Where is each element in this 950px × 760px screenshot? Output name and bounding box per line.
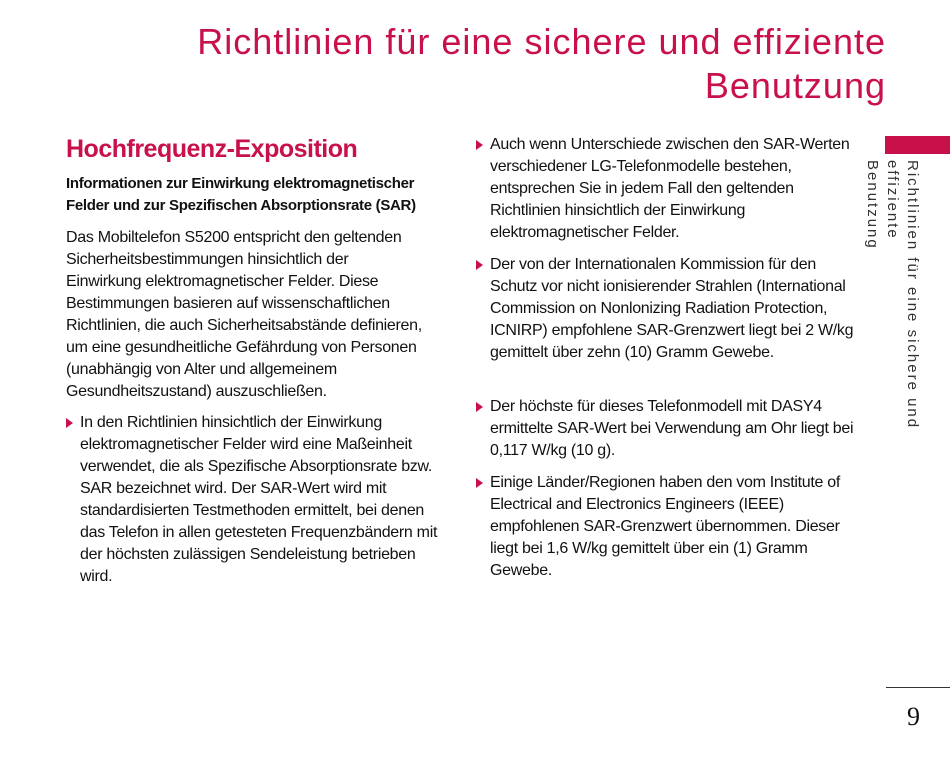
bullet-item xyxy=(476,254,856,364)
bullet-item xyxy=(476,472,856,582)
triangle-bullet-icon xyxy=(476,402,483,412)
triangle-bullet-icon xyxy=(66,418,73,428)
section-tab-marker xyxy=(885,136,950,154)
page-title-line-1: Richtlinien für eine sichere und effiziente xyxy=(197,21,886,62)
triangle-bullet-icon xyxy=(476,478,483,488)
bullet-text: In den Richtlinien hinsichtlich der Einwirkung elektromagnetischer Felder wird eine Maßeinheit verwendet, die als Spezifische Absorptionsrate bzw. SAR bezeichnet wird. Der SAR-Wert wird mit standardisierten Testmethoden ermittelt, bei denen das Telefon in allen getesteten Frequenzbändern mit der höchsten zulässigen Sendeleistung betrieben wird. xyxy=(80,414,438,585)
page-number: 9 xyxy=(907,702,920,731)
footer-divider xyxy=(886,687,950,688)
bullet-item xyxy=(476,396,856,462)
bullet-text: Der von der Internationalen Kommission für den Schutz vor nicht ionisierender Strahlen (International Commission on Nonlonizing Radiation Protection, ICNIRP) empfohlene SAR-Grenzwert liegt bei 2 W/kg gemittelt über zehn (10) Gramm Gewebe. xyxy=(490,256,854,361)
intro-paragraph: Das Mobiltelefon S5200 entspricht den geltenden Sicherheitsbestimmungen hinsichtlich der Einwirkung elektromagnetischer Felder. Diese Bestimmungen basieren auf wissenschaftlichen Richtlinien, die auch Sicherheitsabstände definieren, um eine gesundheitliche Gefährdung von Personen (unabhängig von Alter und allgemeinem Gesundheitszustand) auszuschließen. xyxy=(66,229,422,400)
bullet-text: Auch wenn Unterschiede zwischen den SAR-Werten verschiedener LG-Telefonmodelle bestehen, entsprechen Sie in jedem Fall den geltenden Richtlinien hinsichtlich der Einwirkung elektromagnetischer Felder. xyxy=(490,136,850,241)
side-label-line-1: Richtlinien für eine sichere und effiziente xyxy=(884,160,921,430)
page-title xyxy=(86,20,886,108)
bullet-item xyxy=(66,412,446,588)
page-title-line-2: Benutzung xyxy=(704,65,886,106)
bullet-item xyxy=(476,134,856,244)
triangle-bullet-icon xyxy=(476,260,483,270)
side-section-label xyxy=(864,160,922,480)
section-heading: Hochfrequenz-Exposition xyxy=(66,135,358,163)
side-label-line-2: Benutzung xyxy=(864,160,881,250)
sub-heading: Informationen zur Einwirkung elektromagnetischer Felder und zur Spezifischen Absorptionsrate (SAR) xyxy=(66,175,416,214)
bullet-text: Der höchste für dieses Telefonmodell mit DASY4 ermittelte SAR-Wert bei Verwendung am Ohr liegt bei 0,117 W/kg (10 g). xyxy=(490,398,854,459)
triangle-bullet-icon xyxy=(476,140,483,150)
bullet-text: Einige Länder/Regionen haben den vom Institute of Electrical and Electronics Engineers (IEEE) empfohlenen SAR-Grenzwert übernommen. Dieser liegt bei 1,6 W/kg gemittelt über ein (1) Gramm Gewebe. xyxy=(490,474,841,579)
